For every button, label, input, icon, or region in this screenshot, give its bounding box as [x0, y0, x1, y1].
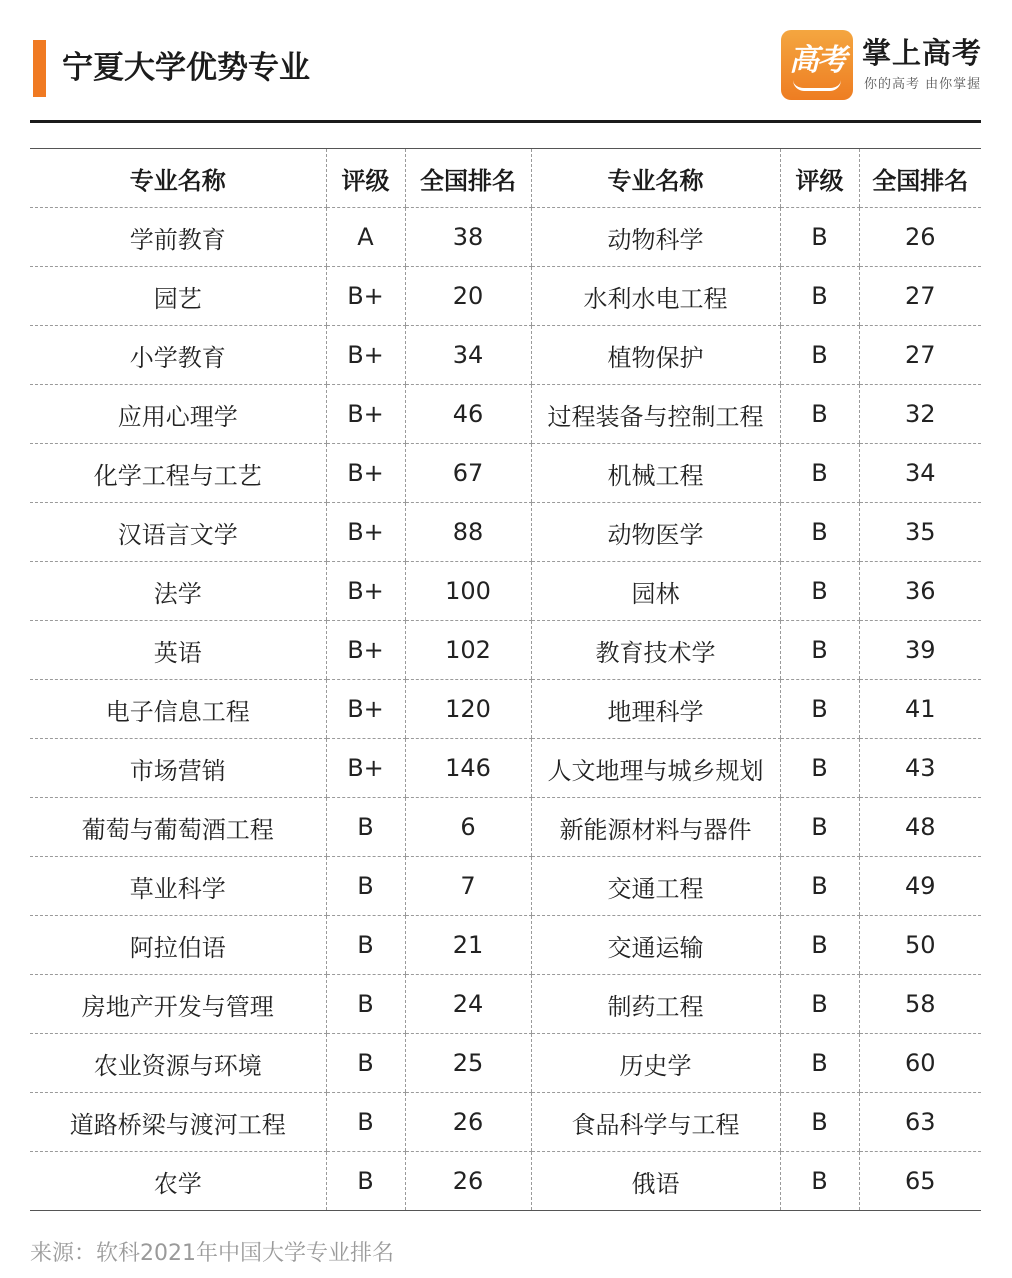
cell-rating: A [326, 208, 405, 267]
cell-major-name: 动物科学 [531, 208, 780, 267]
cell-major-name: 植物保护 [531, 326, 780, 385]
cell-rating: B [780, 208, 859, 267]
table-row [30, 798, 981, 857]
cell-national-rank: 63 [859, 1093, 981, 1152]
cell-major-name: 道路桥梁与渡河工程 [30, 1093, 326, 1152]
cell-national-rank: 38 [405, 208, 531, 267]
cell-rating: B [780, 562, 859, 621]
cell-major-name: 制药工程 [531, 975, 780, 1034]
cell-rating: B+ [326, 326, 405, 385]
header-national-rank: 全国排名 [405, 149, 531, 208]
cell-major-name: 电子信息工程 [30, 680, 326, 739]
cell-national-rank: 32 [859, 385, 981, 444]
cell-national-rank: 20 [405, 267, 531, 326]
cell-major-name: 交通运输 [531, 916, 780, 975]
cell-national-rank: 46 [405, 385, 531, 444]
cell-national-rank: 50 [859, 916, 981, 975]
cell-major-name: 人文地理与城乡规划 [531, 739, 780, 798]
table-row [30, 1034, 981, 1093]
cell-national-rank: 27 [859, 326, 981, 385]
cell-national-rank: 67 [405, 444, 531, 503]
cell-rating: B+ [326, 444, 405, 503]
cell-rating: B [326, 1034, 405, 1093]
major-ranking-table [30, 148, 981, 1211]
cell-national-rank: 120 [405, 680, 531, 739]
table-row [30, 1152, 981, 1211]
cell-rating: B [780, 267, 859, 326]
cell-national-rank: 26 [859, 208, 981, 267]
cell-major-name: 房地产开发与管理 [30, 975, 326, 1034]
table-row [30, 267, 981, 326]
cell-rating: B [780, 444, 859, 503]
cell-rating: B [326, 857, 405, 916]
cell-major-name: 市场营销 [30, 739, 326, 798]
cell-rating: B+ [326, 739, 405, 798]
cell-major-name: 食品科学与工程 [531, 1093, 780, 1152]
page-title: 宁夏大学优势专业 [62, 50, 310, 86]
cell-national-rank: 41 [859, 680, 981, 739]
cell-national-rank: 26 [405, 1152, 531, 1211]
cell-major-name: 水利水电工程 [531, 267, 780, 326]
table-row [30, 208, 981, 267]
cell-rating: B [780, 857, 859, 916]
cell-major-name: 动物医学 [531, 503, 780, 562]
cell-rating: B [780, 503, 859, 562]
cell-major-name: 汉语言文学 [30, 503, 326, 562]
cell-national-rank: 24 [405, 975, 531, 1034]
table-row [30, 680, 981, 739]
cell-major-name: 俄语 [531, 1152, 780, 1211]
table-row [30, 739, 981, 798]
cell-national-rank: 43 [859, 739, 981, 798]
cell-major-name: 园艺 [30, 267, 326, 326]
cell-rating: B [780, 1152, 859, 1211]
cell-national-rank: 26 [405, 1093, 531, 1152]
cell-national-rank: 48 [859, 798, 981, 857]
cell-rating: B [780, 916, 859, 975]
table-header-row [30, 149, 981, 208]
header-rating: 评级 [326, 149, 405, 208]
cell-national-rank: 25 [405, 1034, 531, 1093]
cell-rating: B+ [326, 503, 405, 562]
title-accent-bar [33, 40, 46, 97]
cell-major-name: 化学工程与工艺 [30, 444, 326, 503]
cell-national-rank: 27 [859, 267, 981, 326]
header-major-name: 专业名称 [531, 149, 780, 208]
brand-name: 掌上高考 [862, 36, 983, 70]
cell-major-name: 交通工程 [531, 857, 780, 916]
cell-rating: B [326, 975, 405, 1034]
cell-national-rank: 35 [859, 503, 981, 562]
gaokao-logo-icon [781, 30, 853, 100]
cell-major-name: 农学 [153, 1169, 202, 1198]
table-row [30, 444, 981, 503]
cell-major-name: 机械工程 [531, 444, 780, 503]
cell-national-rank: 34 [405, 326, 531, 385]
cell-rating: B [780, 975, 859, 1034]
cell-major-name: 过程装备与控制工程 [531, 385, 780, 444]
cell-rating: B+ [326, 385, 405, 444]
cell-rating: B [326, 1152, 405, 1211]
source-note: 来源：软科2021年中国大学专业排名 [30, 1241, 394, 1266]
cell-national-rank: 102 [405, 621, 531, 680]
cell-national-rank: 58 [859, 975, 981, 1034]
cell-rating: B [326, 1093, 405, 1152]
title-divider [30, 120, 981, 123]
table-row [30, 916, 981, 975]
cell-national-rank: 34 [859, 444, 981, 503]
cell-major-name: 地理科学 [531, 680, 780, 739]
cell-national-rank: 6 [405, 798, 531, 857]
cell-national-rank: 21 [405, 916, 531, 975]
table-row [30, 975, 981, 1034]
header-national-rank: 全国排名 [859, 149, 981, 208]
cell-national-rank: 49 [859, 857, 981, 916]
logo-char: 高考 [789, 43, 845, 78]
cell-national-rank: 39 [859, 621, 981, 680]
table-row [30, 621, 981, 680]
cell-major-name: 阿拉伯语 [30, 916, 326, 975]
cell-rating: B [780, 1093, 859, 1152]
table-row [30, 857, 981, 916]
cell-major-name: 葡萄与葡萄酒工程 [30, 798, 326, 857]
cell-major-name: 小学教育 [30, 326, 326, 385]
cell-rating: B [326, 916, 405, 975]
cell-major-name: 教育技术学 [531, 621, 780, 680]
cell-national-rank: 36 [859, 562, 981, 621]
table-row [30, 503, 981, 562]
header-major-name: 专业名称 [30, 149, 326, 208]
cell-rating: B [780, 1034, 859, 1093]
cell-major-name: 应用心理学 [30, 385, 326, 444]
cell-major-name: 园林 [531, 562, 780, 621]
cell-national-rank: 65 [859, 1152, 981, 1211]
cell-rating: B [780, 621, 859, 680]
cell-rating: B [326, 798, 405, 857]
cell-major-name: 法学 [30, 562, 326, 621]
table-row [30, 562, 981, 621]
cell-major-name: 新能源材料与器件 [531, 798, 780, 857]
cell-rating: B+ [326, 621, 405, 680]
cell-national-rank: 146 [405, 739, 531, 798]
table-row [30, 385, 981, 444]
cell-national-rank: 88 [405, 503, 531, 562]
cell-rating: B [780, 798, 859, 857]
cell-major-name: 学前教育 [30, 208, 326, 267]
cell-rating: B [780, 385, 859, 444]
brand-slogan: 你的高考 由你掌握 [864, 77, 982, 92]
cell-rating: B+ [326, 680, 405, 739]
cell-national-rank: 60 [859, 1034, 981, 1093]
cell-national-rank: 7 [405, 857, 531, 916]
cell-national-rank: 100 [405, 562, 531, 621]
header-rating: 评级 [780, 149, 859, 208]
cell-rating: B [780, 739, 859, 798]
table-row [30, 1093, 981, 1152]
cell-major-name: 草业科学 [30, 857, 326, 916]
cell-rating: B [780, 680, 859, 739]
book-icon [793, 80, 841, 91]
cell-major-name: 农业资源与环境 [30, 1034, 326, 1093]
cell-major-name: 历史学 [531, 1034, 780, 1093]
table-row [30, 326, 981, 385]
cell-major-name: 英语 [30, 621, 326, 680]
cell-rating: B [780, 326, 859, 385]
cell-rating: B+ [326, 267, 405, 326]
cell-rating: B+ [326, 562, 405, 621]
